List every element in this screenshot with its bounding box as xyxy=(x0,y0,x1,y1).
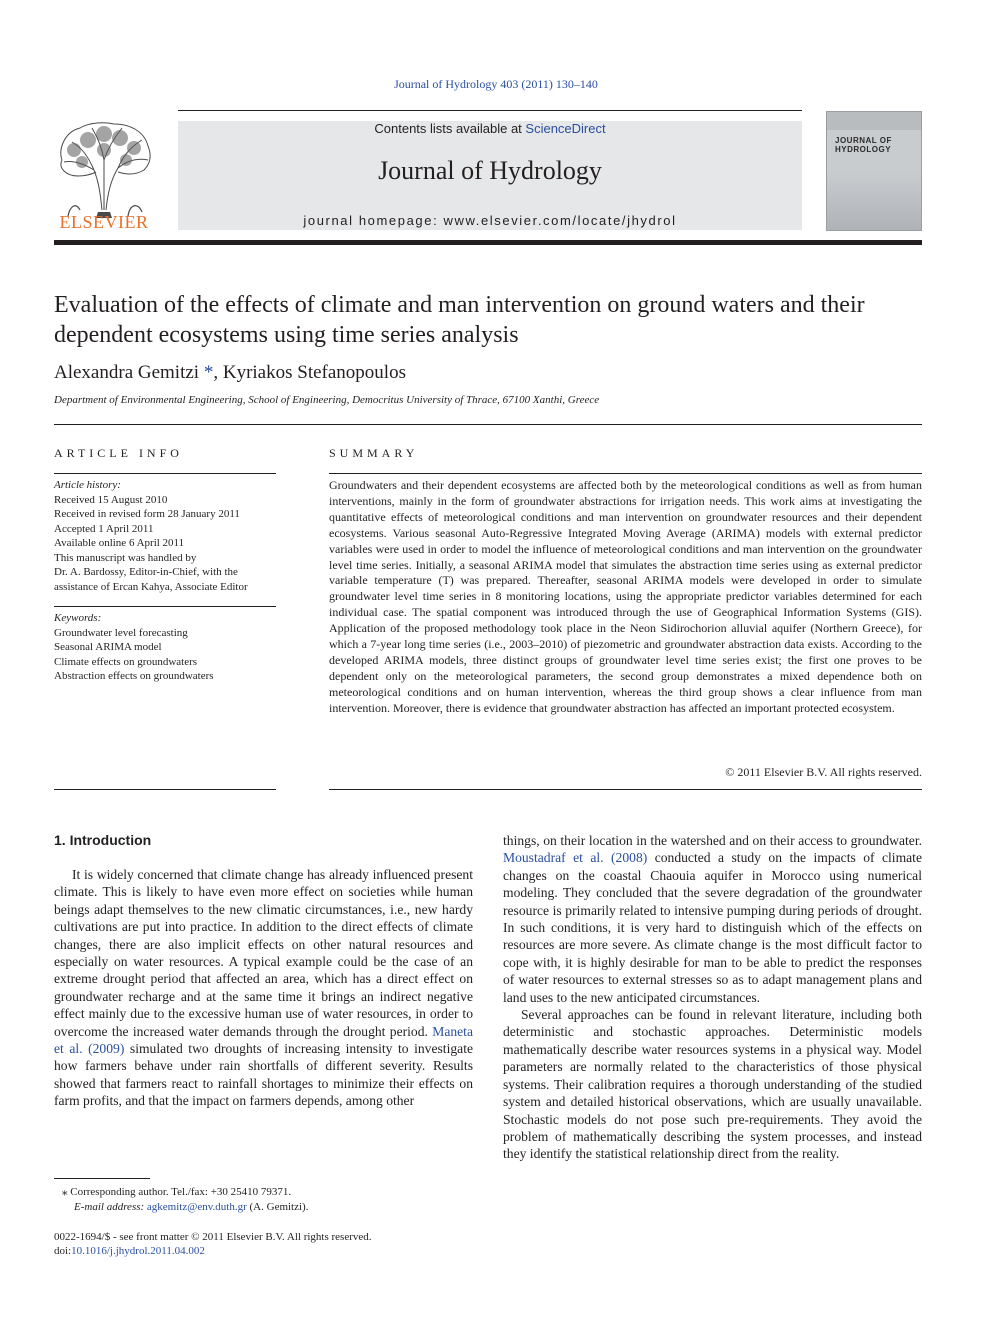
author-separator: , xyxy=(213,362,223,383)
summary-rule xyxy=(329,473,922,474)
doi-label: doi: xyxy=(54,1245,72,1257)
paragraph-text: conducted a study on the impacts of climate changes on the coastal Chaouia aquifer in Morocco using numerical modeling. They concluded that the severe degradation of the groundwater resource is primarily related to intensive pumping during periods of drought. In such conditions, it is very hard to distinguish which of the effects on resources are more severe. As climate change is the most difficult factor to cope with, it is highly desirable for man to be able to predict the responses of water resources to external stresses so as to adapt management plans and land uses to the new anticipated circumstances. xyxy=(503,850,922,1005)
email-link[interactable]: agkemitz@env.duth.gr xyxy=(146,1201,247,1213)
affiliation: Department of Environmental Engineering, School of Engineering, Democritus University of Thrace, 67100 Xanthi, Greece xyxy=(54,394,600,406)
history-label: Article history: xyxy=(54,479,121,491)
keyword: Abstraction effects on groundwaters xyxy=(54,670,214,682)
author-name: Kyriakos Stefanopoulos xyxy=(222,362,406,383)
footnote-corresponding xyxy=(54,1185,473,1200)
article-info-rule xyxy=(54,473,276,474)
history-line: assistance of Ercan Kahya, Associate Editor xyxy=(54,580,248,593)
article-info-heading: ARTICLE INFO xyxy=(54,446,183,460)
history-line: Available online 6 April 2011 xyxy=(54,537,185,549)
citation-link[interactable]: Moustadraf et al. (2008) xyxy=(503,850,648,866)
front-matter xyxy=(54,1230,473,1258)
footnote-text: Corresponding author. Tel./fax: +30 25410 79371. xyxy=(70,1186,292,1198)
paragraph-text: It is widely concerned that climate change has already influenced present climate. This is likely to have even more effect on societies while human beings adapt themselves to the new climatic circumstances, i.e., new hardy cultivations are put into practice. In addition to the direct effects of climate changes, there are also implicit effects on other natural resources and especially on water resources. A typical example could be the case of an extreme drought period that affected an area, which has a direct effect on groundwater recharge and at the same time it brings an indirect negative effect mainly due to the excessive human use of water resources, in order to overcome the increased water demands through the drought period. xyxy=(54,867,473,1039)
history-line: This manuscript was handled by xyxy=(54,551,197,564)
journal-homepage[interactable]: journal homepage: www.elsevier.com/locate/jhydrol xyxy=(303,213,677,228)
elsevier-wordmark: ELSEVIER xyxy=(59,212,149,232)
section-rule xyxy=(54,424,922,425)
email-label: E-mail address: xyxy=(74,1201,145,1213)
email-name: (A. Gemitzi). xyxy=(249,1201,309,1213)
doi-link[interactable]: 10.1016/j.jhydrol.2011.04.002 xyxy=(71,1245,205,1257)
keyword: Climate effects on groundwaters xyxy=(54,655,198,668)
footnote-rule xyxy=(54,1178,150,1179)
summary-text: Groundwaters and their dependent ecosystems are affected both by the meteorological conditions as well as from human interventions, mainly in the form of groundwater abstractions for irrigation needs. This work aims at investigating the quantitative effects of meteorological conditions and man intervention on groundwater resources and their dependent ecosystems. Various seasonal Auto-Regressive Integrated Moving Average (ARIMA) models with external predictor variables were used in order to model the influence of meteorological conditions and man intervention on the groundwater level time series. Initially, a seasonal ARIMA model that simulates the abstraction time series using as external predictor variable temperature (T) was prepared. Thereafter, seasonal ARIMA models were developed in order to simulate groundwater level time series in 8 monitoring locations, using the appropriate predictor variables determined for each individual case. The spatial component was introduced through the use of Geographical Information Systems (GIS). Application of the proposed methodology took place in the Neon Sidirochorion alluvial aquifer (Northern Greece), for which a 7-year long time series (i.e., 2003–2010) of piezometric and groundwater abstraction data exists. According to the developed ARIMA models, three distinct groups of groundwater level time series exist; the first one proves to be dependent only on the meteorological parameters, the second group demonstrates a mixed dependence both on meteorological conditions and on human intervention, whereas the third group shows a clear influence from man intervention. Moreover, there is evidence that groundwater abstraction has affected an important protected ecosystem. xyxy=(329,478,922,715)
history-line: Received in revised form 28 January 2011 xyxy=(54,508,240,520)
history-line: Accepted 1 April 2011 xyxy=(54,522,154,535)
copyright: © 2011 Elsevier B.V. All rights reserved. xyxy=(725,765,922,779)
article-history xyxy=(54,478,276,594)
article-info-rule xyxy=(54,789,276,790)
header-rule xyxy=(178,110,802,111)
summary-rule xyxy=(329,789,922,790)
issn-line: 0022-1694/$ - see front matter © 2011 Elsevier B.V. All rights reserved. xyxy=(54,1231,372,1243)
keyword: Groundwater level forecasting xyxy=(54,626,188,639)
footnote-email xyxy=(54,1200,473,1215)
history-line: Received 15 August 2010 xyxy=(54,493,168,506)
doi-line xyxy=(54,1244,473,1258)
author-list xyxy=(54,362,406,384)
footnote xyxy=(54,1185,473,1215)
journal-title: Journal of Hydrology xyxy=(378,156,602,185)
body-column-right xyxy=(503,832,922,1163)
article-info-rule xyxy=(54,606,276,607)
corresponding-author-mark[interactable]: * xyxy=(203,362,214,383)
elsevier-logo xyxy=(54,120,154,232)
contents-line xyxy=(178,121,802,136)
contents-prefix: Contents lists available at xyxy=(374,121,526,136)
keywords-label: Keywords: xyxy=(54,612,102,624)
article-title: Evaluation of the effects of climate and man intervention on ground waters and their dependent ecosystems using time series analysis xyxy=(54,292,865,348)
paragraph-text: things, on their location in the watershed and on their access to groundwater. xyxy=(503,833,922,848)
author-name: Alexandra Gemitzi xyxy=(54,362,200,383)
cover-title: JOURNAL OF HYDROLOGY xyxy=(835,136,892,154)
paragraph xyxy=(54,866,473,1110)
citation-link[interactable]: Maneta et al. (2009) xyxy=(54,1023,473,1057)
sciencedirect-link[interactable]: ScienceDirect xyxy=(525,121,606,136)
keywords xyxy=(54,611,276,684)
paragraph: Several approaches can be found in relevant literature, including both deterministic and stochastic approaches. Deterministic models mathematically describe water resources systems in a physical way. Model parameters are normally related to the characteristics of those physical systems. Their calibration requires a thorough understanding of the studied system and detailed historical observations, which are usually unavailable. Stochastic models do not pose such pre-requirements. They avoid the problem of mathematically describing the system processes, and instead they identify the statistical relationship direct from the reality. xyxy=(503,1007,922,1162)
journal-citation[interactable]: Journal of Hydrology 403 (2011) 130–140 xyxy=(394,77,598,91)
paragraph-text: simulated two droughts of increasing intensity to investigate how farmers behave under rain shortfalls of different severity. Results showed that farmers react to rainfall shortages to minimize their effects on farm profits, and that the impact on farmers depends, among other xyxy=(54,1041,474,1109)
history-line: Dr. A. Bardossy, Editor-in-Chief, with the xyxy=(54,566,238,578)
paragraph xyxy=(503,832,922,1006)
body-column-left xyxy=(54,866,473,1110)
journal-cover xyxy=(826,111,922,231)
section-heading: 1. Introduction xyxy=(54,832,152,848)
summary-heading: SUMMARY xyxy=(329,446,419,460)
keyword: Seasonal ARIMA model xyxy=(54,641,162,653)
footnote-mark: ⁎ xyxy=(62,1186,68,1198)
header-thick-rule xyxy=(54,240,922,245)
